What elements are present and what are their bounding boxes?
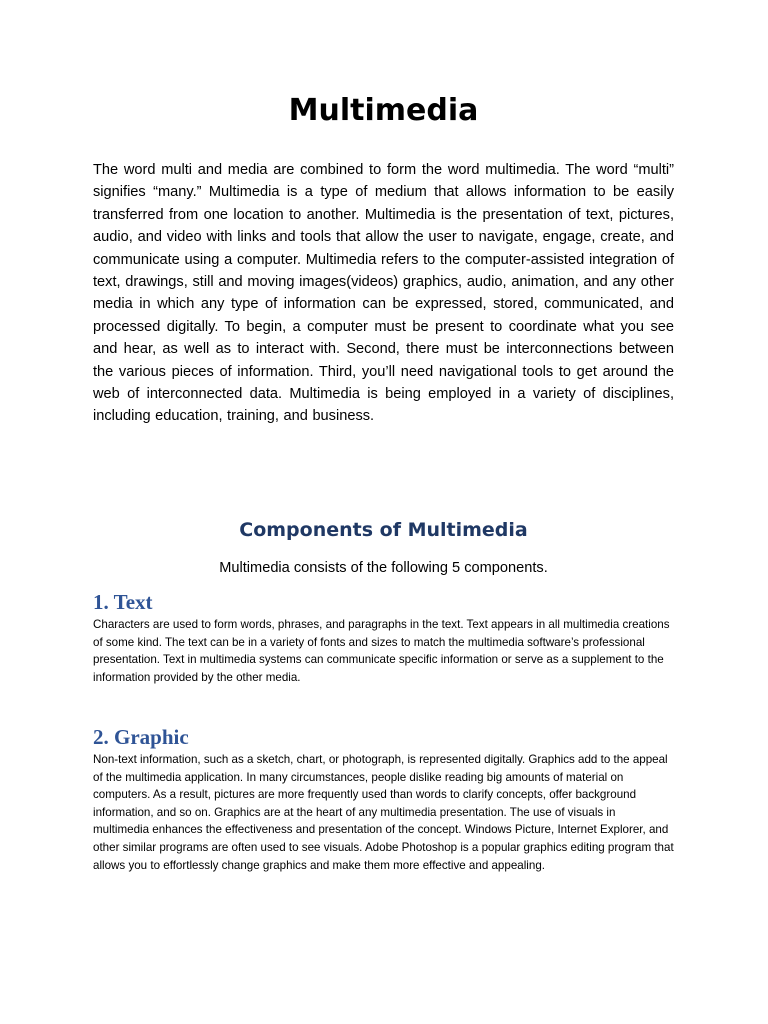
component-heading-graphic: 2. Graphic <box>93 725 189 749</box>
section-subtitle: Multimedia consists of the following 5 components. <box>219 560 548 576</box>
intro-paragraph: The word multi and media are combined to form the word multimedia. The word “multi” signifies “many.” Multimedia is a type of medium that allows information to be easily transferred from one location to another. Multimedia is the presentation of text, pictures, audio, and video with links and tools that allow the user to navigate, engage, create, and communicate using a computer. Multimedia refers to the computer-assisted integration of text, drawings, still and moving images(videos) graphics, audio, animation, and any other media in which any type of information can be expressed, stored, communicated, and processed digitally. To begin, a computer must be present to coordinate what you see and hear, as well as to interact with. Second, there must be interconnections between the various pieces of information. Third, you’ll need navigational tools to get around the web of interconnected data. Multimedia is being employed in a variety of disciplines, including education, training, and business. <box>93 162 674 425</box>
component-heading-text: 1. Text <box>93 590 153 614</box>
page-title: Multimedia <box>288 93 479 128</box>
section-heading: Components of Multimedia <box>239 519 528 541</box>
component-body-graphic: Non-text information, such as a sketch, chart, or photograph, is represented digitally. Graphics add to the appeal of the multimedia application. In many circumstances, people dislike reading big amounts of material on computers. As a result, pictures are more frequently used than words to clarify concepts, offer background information, and so on. Graphics are at the heart of any multimedia presentation. The use of visuals in multimedia enhances the effectiveness and presentation of the concept. Windows Picture, Internet Explorer, and other similar programs are often used to see visuals. Adobe Photoshop is a popular graphics editing program that allows you to effortlessly change graphics and make them more effective and appealing. <box>93 753 674 872</box>
component-body-text: Characters are used to form words, phrases, and paragraphs in the text. Text appears in all multimedia creations of some kind. The text can be in a variety of fonts and sizes to match the multimedia software’s professional presentation. Text in multimedia systems can communicate specific information or serve as a supplement to the information provided by the other media. <box>93 618 670 684</box>
